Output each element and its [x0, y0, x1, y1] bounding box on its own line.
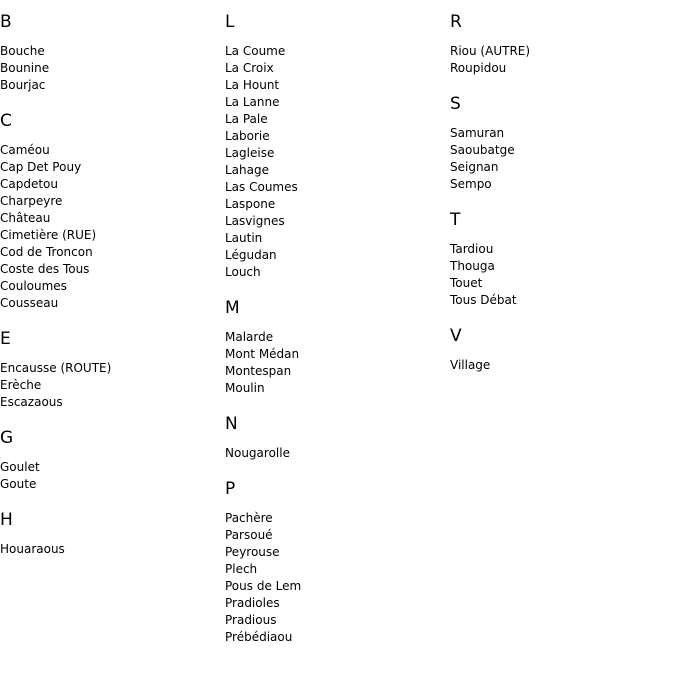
letter-heading-v: V	[450, 326, 462, 346]
street-link[interactable]: Lasvignes	[225, 214, 285, 228]
street-link[interactable]: Montespan	[225, 364, 292, 378]
street-list-c	[0, 142, 220, 312]
street-link[interactable]: Cap Det Pouy	[0, 160, 82, 174]
letter-heading-r: R	[450, 12, 462, 32]
letter-heading-n: N	[225, 414, 238, 434]
street-link[interactable]: Malarde	[225, 330, 274, 344]
street-link[interactable]: La Pale	[225, 112, 268, 126]
street-list-n	[225, 445, 445, 462]
street-link[interactable]: Château	[0, 211, 51, 225]
street-list-h	[0, 541, 220, 558]
street-list-l	[225, 43, 445, 281]
street-link[interactable]: La Lanne	[225, 95, 280, 109]
street-list-s	[450, 125, 670, 193]
street-list-p	[225, 510, 445, 646]
street-list-v	[450, 357, 670, 374]
street-link[interactable]: Cimetière (RUE)	[0, 228, 97, 242]
letter-group-m	[225, 298, 445, 397]
street-link[interactable]: Couloumes	[0, 279, 67, 293]
letter-group-c	[0, 111, 220, 312]
street-link[interactable]: Laspone	[225, 197, 276, 211]
street-link[interactable]: Charpeyre	[0, 194, 63, 208]
street-link[interactable]: Riou (AUTRE)	[450, 44, 531, 58]
street-link[interactable]: Lagleise	[225, 146, 275, 160]
street-list-e	[0, 360, 220, 411]
letter-group-e	[0, 329, 220, 411]
street-link[interactable]: Plech	[225, 562, 258, 576]
letter-heading-h: H	[0, 510, 13, 530]
street-link[interactable]: La Croix	[225, 61, 274, 75]
street-link[interactable]: Peyrouse	[225, 545, 280, 559]
street-link[interactable]: Moulin	[225, 381, 265, 395]
street-link[interactable]: Houaraous	[0, 542, 65, 556]
letter-heading-p: P	[225, 479, 236, 499]
street-link[interactable]: Louch	[225, 265, 261, 279]
street-link[interactable]: Bouche	[0, 44, 45, 58]
street-list-r	[450, 43, 670, 77]
street-link[interactable]: Cod de Troncon	[0, 245, 93, 259]
street-link[interactable]: Nougarolle	[225, 446, 290, 460]
street-link[interactable]: Touet	[450, 276, 483, 290]
street-link[interactable]: La Coume	[225, 44, 286, 58]
street-link[interactable]: Prébédiaou	[225, 630, 293, 644]
letter-group-p	[225, 479, 445, 646]
street-link[interactable]: Escazaous	[0, 395, 63, 409]
index-column-2	[225, 12, 445, 663]
index-column-3	[450, 12, 670, 391]
letter-group-h	[0, 510, 220, 558]
letter-heading-m: M	[225, 298, 240, 318]
street-link[interactable]: Seignan	[450, 160, 499, 174]
street-link[interactable]: Caméou	[0, 143, 50, 157]
street-link[interactable]: Saoubatge	[450, 143, 515, 157]
street-link[interactable]: Bourjac	[0, 78, 46, 92]
letter-group-g	[0, 428, 220, 493]
street-link[interactable]: Goute	[0, 477, 37, 491]
letter-heading-b: B	[0, 12, 12, 32]
street-link[interactable]: Pous de Lem	[225, 579, 302, 593]
letter-group-r	[450, 12, 670, 77]
street-link[interactable]: Las Coumes	[225, 180, 298, 194]
street-link[interactable]: Tous Débat	[450, 293, 517, 307]
letter-group-l	[225, 12, 445, 281]
street-link[interactable]: Samuran	[450, 126, 505, 140]
street-link[interactable]: Thouga	[450, 259, 495, 273]
letter-heading-s: S	[450, 94, 461, 114]
letter-heading-g: G	[0, 428, 14, 448]
street-link[interactable]: La Hount	[225, 78, 280, 92]
street-link[interactable]: Roupidou	[450, 61, 507, 75]
street-link[interactable]: Tardiou	[450, 242, 494, 256]
street-link[interactable]: Cousseau	[0, 296, 59, 310]
street-link[interactable]: Encausse (ROUTE)	[0, 361, 112, 375]
letter-heading-l: L	[225, 12, 235, 32]
letter-heading-t: T	[450, 210, 461, 230]
street-list-g	[0, 459, 220, 493]
street-link[interactable]: Bounine	[0, 61, 50, 75]
letter-group-b	[0, 12, 220, 94]
street-link[interactable]: Pradioles	[225, 596, 280, 610]
index-column-1	[0, 12, 220, 575]
street-list-m	[225, 329, 445, 397]
letter-group-t	[450, 210, 670, 309]
street-link[interactable]: Sempo	[450, 177, 492, 191]
letter-heading-c: C	[0, 111, 12, 131]
street-link[interactable]: Parsoué	[225, 528, 273, 542]
street-link[interactable]: Pachère	[225, 511, 273, 525]
street-link[interactable]: Lahage	[225, 163, 269, 177]
street-list-b	[0, 43, 220, 94]
street-link[interactable]: Erèche	[0, 378, 42, 392]
letter-group-v	[450, 326, 670, 374]
street-link[interactable]: Capdetou	[0, 177, 59, 191]
street-list-t	[450, 241, 670, 309]
street-link[interactable]: Laborie	[225, 129, 270, 143]
street-link[interactable]: Pradious	[225, 613, 277, 627]
street-link[interactable]: Coste des Tous	[0, 262, 90, 276]
street-link[interactable]: Mont Médan	[225, 347, 300, 361]
letter-group-n	[225, 414, 445, 462]
street-link[interactable]: Légudan	[225, 248, 277, 262]
street-link[interactable]: Goulet	[0, 460, 40, 474]
street-link[interactable]: Village	[450, 358, 491, 372]
letter-group-s	[450, 94, 670, 193]
street-link[interactable]: Lautin	[225, 231, 263, 245]
letter-heading-e: E	[0, 329, 11, 349]
